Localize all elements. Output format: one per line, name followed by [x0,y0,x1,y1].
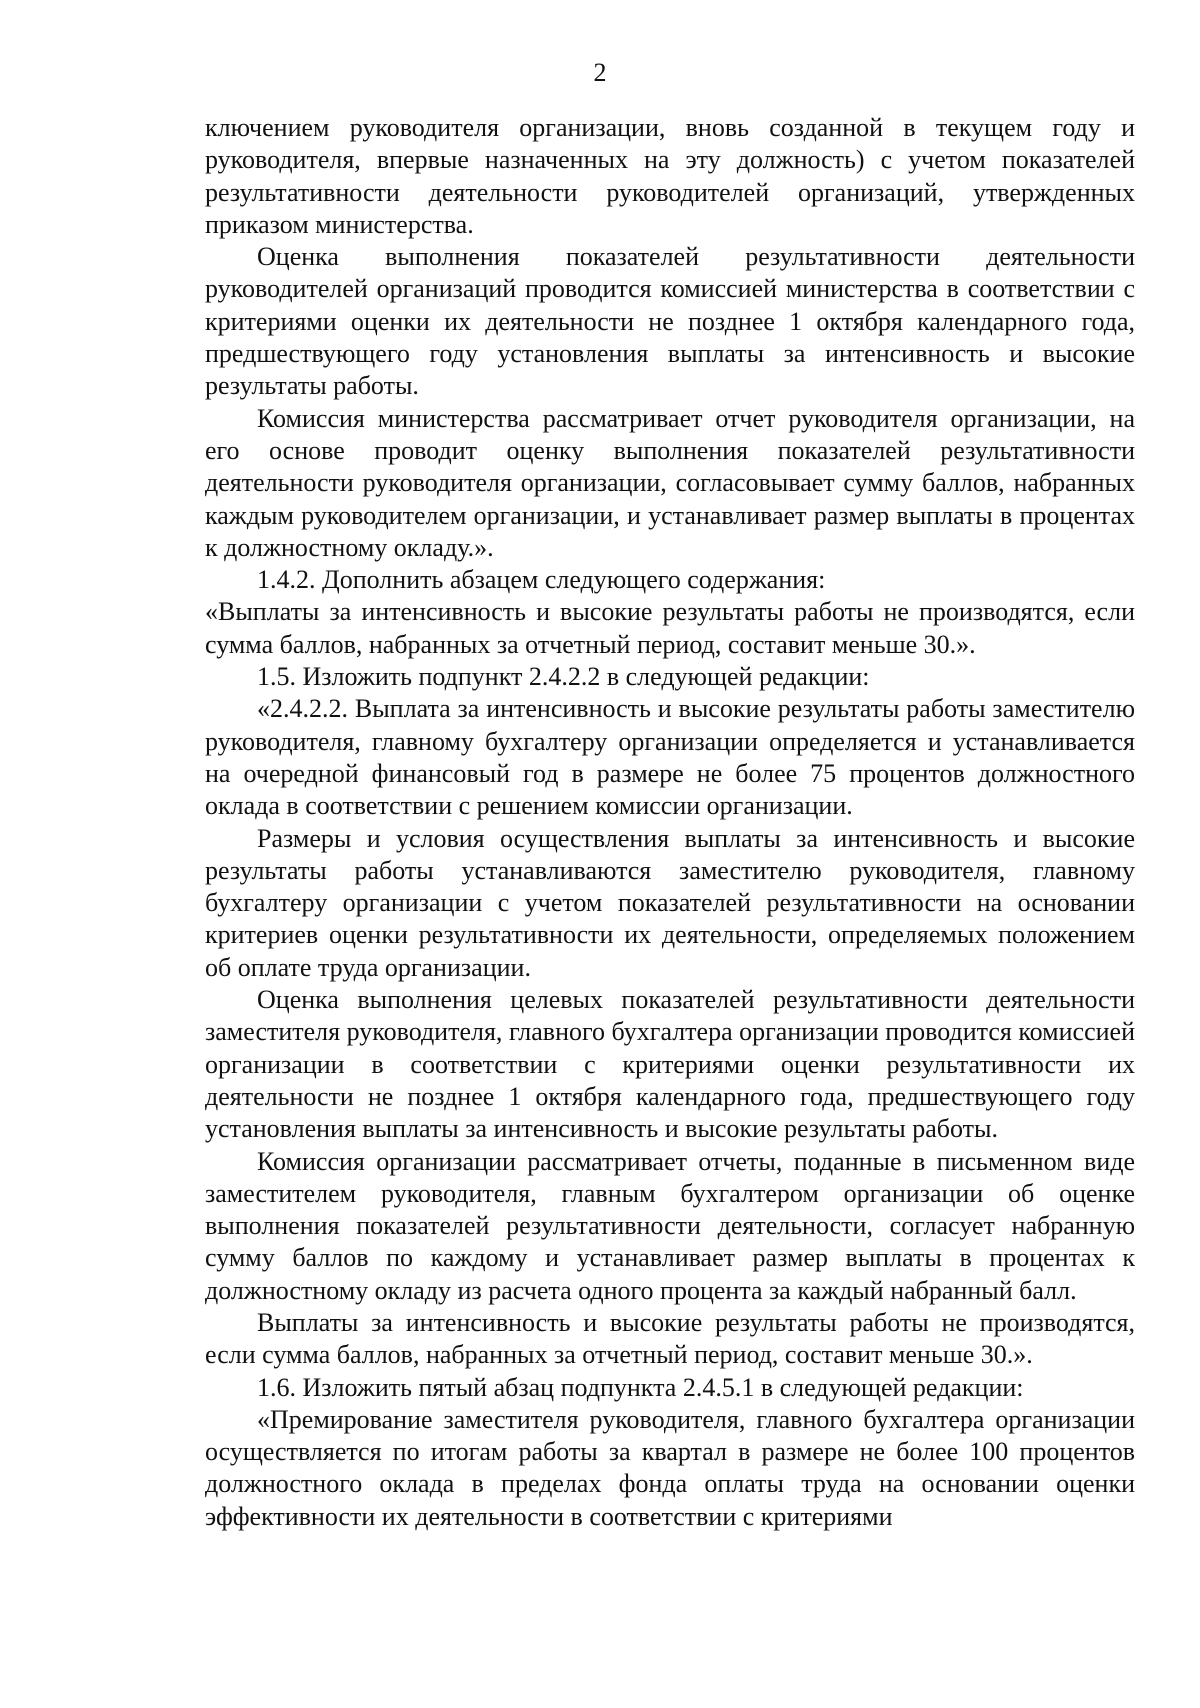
page-number: 2 [593,58,607,87]
paragraph-2: Оценка выполнения показателей результативности деятельности руководителей организаций проводится комиссией министерства в соответствии с критериями оценки их деятельности не позднее 1 октября календарного года, предшествующего году установления выплаты за интенсивность и высокие результаты работы. [205,242,1135,401]
paragraph-12: 1.6. Изложить пятый абзац подпункта 2.4.5.1 в следующей редакции: [257,1372,1024,1402]
paragraph-1: ключением руководителя организации, вновь созданной в текущем году и руководителя, впервые назначенных на эту должность) с учетом показателей результативности деятельности руководителей организаций, утвержденных приказом министерства. [205,113,1135,239]
paragraph-6: 1.5. Изложить подпункт 2.4.2.2 в следующей редакции: [257,662,870,692]
paragraph-5: «Выплаты за интенсивность и высокие результаты работы не производятся, если сумма баллов, набранных за отчетный период, составит меньше 30.». [205,597,1135,659]
paragraph-13: «Премирование заместителя руководителя, главного бухгалтера организации осуществляется по итогам работы за квартал в размере не более 100 процентов должностного оклада в пределах фонда оплаты труда на основании оценки эффективности их деятельности в соответствии с критериями [205,1404,1135,1531]
paragraph-9: Оценка выполнения целевых показателей результативности деятельности заместителя руководителя, главного бухгалтера организации проводится комиссией организации в соответствии с критериями оценки результативности их деятельности не позднее 1 октября календарного года, предшествующего году установления выплаты за интенсивность и высокие результаты работы. [205,985,1135,1144]
paragraph-7: «2.4.2.2. Выплата за интенсивность и высокие результаты работы заместителю руководителя, главному бухгалтеру организации определяется и устанавливается на очередной финансовый год в размере не более 75 процентов должностного оклада в соответствии с решением комиссии организации. [205,694,1135,821]
document-body [205,112,1135,1533]
paragraph-10: Комиссия организации рассматривает отчеты, поданные в письменном виде заместителем руководителя, главным бухгалтером организации об оценке выполнения показателей результативности деятельности, согласует набранную сумму баллов по каждому и устанавливает размер выплаты в процентах к должностному окладу из расчета одного процента за каждый набранный балл. [205,1146,1135,1305]
paragraph-8: Размеры и условия осуществления выплаты за интенсивность и высокие результаты работы устанавливаются заместителю руководителя, главному бухгалтеру организации с учетом показателей результативности на основании критериев оценки результативности их деятельности, определяемых положением об оплате труда организации. [205,823,1135,982]
paragraph-3: Комиссия министерства рассматривает отчет руководителя организации, на его основе проводит оценку выполнения показателей результативности деятельности руководителя организации, согласовывает сумму баллов, набранных каждым руководителем организации, и устанавливает размер выплаты в процентах к должностному окладу.». [205,403,1135,562]
paragraph-11: Выплаты за интенсивность и высокие результаты работы не производятся, если сумма баллов, набранных за отчетный период, составит меньше 30.». [205,1307,1135,1370]
paragraph-4: 1.4.2. Дополнить абзацем следующего содержания: [257,565,826,595]
